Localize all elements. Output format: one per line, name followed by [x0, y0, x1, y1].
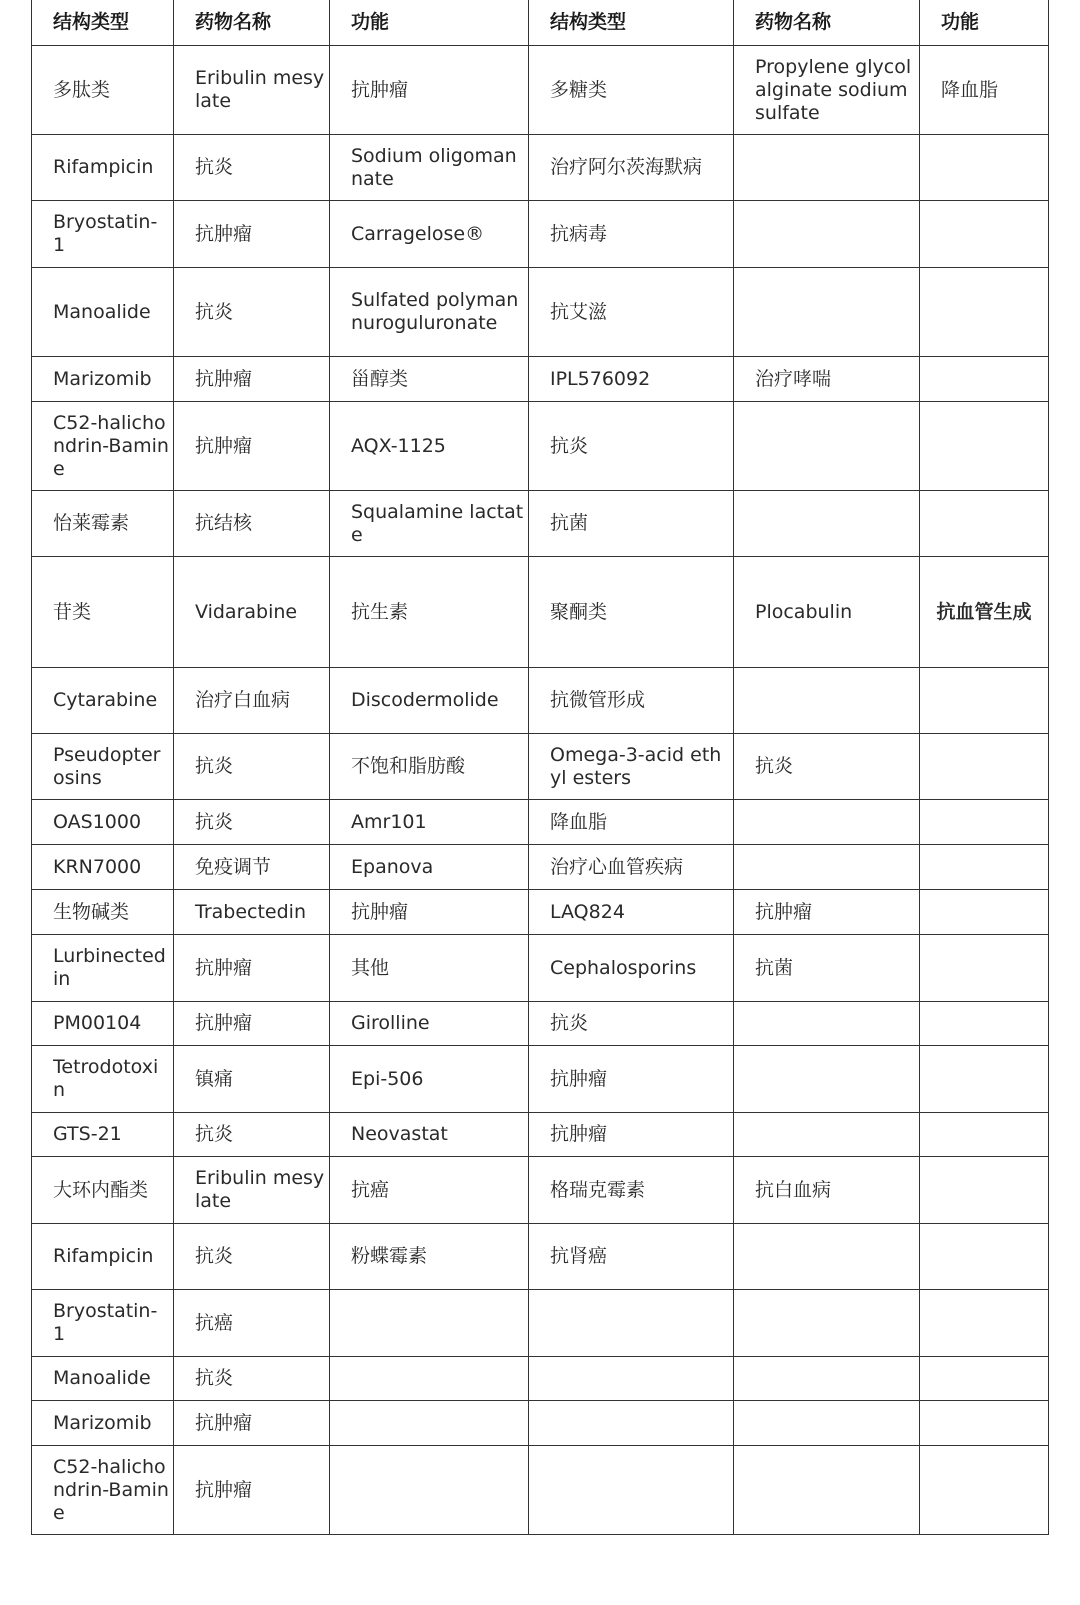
- table-cell: 抗炎: [174, 1357, 330, 1401]
- table-cell: [529, 1401, 734, 1446]
- table-cell: 抗生素: [330, 557, 529, 668]
- table-cell: Vidarabine: [174, 557, 330, 668]
- table-cell: 抗炎: [174, 1224, 330, 1290]
- table-cell: Carragelose®: [330, 201, 529, 268]
- table-cell: Epi-506: [330, 1046, 529, 1113]
- table-cell: Manoalide: [32, 268, 174, 357]
- table-cell: C52-halichondrin-Bamine: [32, 402, 174, 491]
- table-cell: 抗肿瘤: [174, 1002, 330, 1046]
- table-cell: [920, 1357, 1049, 1401]
- table-cell: 抗炎: [174, 135, 330, 201]
- table-cell: Bryostatin-1: [32, 1290, 174, 1357]
- table-cell: 抗肿瘤: [174, 1446, 330, 1535]
- header-structure-type-2: 结构类型: [529, 0, 734, 46]
- table-cell: [529, 1290, 734, 1357]
- table-cell: 不饱和脂肪酸: [330, 734, 529, 800]
- table-cell: [734, 1357, 920, 1401]
- table-cell: 镇痛: [174, 1046, 330, 1113]
- table-row: [32, 890, 1049, 935]
- table-cell: 抗炎: [174, 800, 330, 845]
- table-row: [32, 800, 1049, 845]
- header-function-1: 功能: [330, 0, 529, 46]
- table-cell: 抗肿瘤: [174, 402, 330, 491]
- table-cell: [920, 890, 1049, 935]
- table-cell: [920, 491, 1049, 557]
- table-cell: Marizomib: [32, 1401, 174, 1446]
- table-cell: 抗肿瘤: [330, 46, 529, 135]
- table-body: [32, 46, 1049, 1535]
- table-cell: 生物碱类: [32, 890, 174, 935]
- table-row: [32, 734, 1049, 800]
- table-cell: Sodium oligomannate: [330, 135, 529, 201]
- table-row: [32, 1113, 1049, 1157]
- table-cell: [920, 201, 1049, 268]
- table-cell: C52-halichondrin-Bamine: [32, 1446, 174, 1535]
- table-cell: Cytarabine: [32, 668, 174, 734]
- table-cell: Sulfated polymannuroguluronate: [330, 268, 529, 357]
- table-cell: 其他: [330, 935, 529, 1002]
- table-cell: 抗肿瘤: [174, 935, 330, 1002]
- table-row: [32, 1157, 1049, 1224]
- drug-table: [31, 0, 1049, 1535]
- table-row: [32, 1446, 1049, 1535]
- table-cell: 甾醇类: [330, 357, 529, 402]
- table-cell: [920, 357, 1049, 402]
- header-drug-name-1: 药物名称: [174, 0, 330, 46]
- table-cell: [920, 1290, 1049, 1357]
- table-row: [32, 46, 1049, 135]
- table-cell: [920, 1224, 1049, 1290]
- table-cell: Eribulin mesylate: [174, 1157, 330, 1224]
- header-function-2: 功能: [920, 0, 1049, 46]
- table-row: [32, 1290, 1049, 1357]
- table-cell: Manoalide: [32, 1357, 174, 1401]
- table-row: [32, 1357, 1049, 1401]
- table-cell: [734, 1224, 920, 1290]
- table-cell: 抗炎: [734, 734, 920, 800]
- table-cell: OAS1000: [32, 800, 174, 845]
- table-cell: 降血脂: [529, 800, 734, 845]
- table-cell: [734, 491, 920, 557]
- table-cell: 抗肿瘤: [529, 1046, 734, 1113]
- table-cell: Plocabulin: [734, 557, 920, 668]
- table-cell: [734, 402, 920, 491]
- table-cell: 抗炎: [174, 734, 330, 800]
- table-cell: 抗炎: [174, 268, 330, 357]
- table-cell: Marizomib: [32, 357, 174, 402]
- table-cell: Bryostatin-1: [32, 201, 174, 268]
- table-cell: [920, 845, 1049, 890]
- table-cell: [529, 1357, 734, 1401]
- table-cell: 粉蝶霉素: [330, 1224, 529, 1290]
- table-cell: Trabectedin: [174, 890, 330, 935]
- table-cell: 抗炎: [529, 1002, 734, 1046]
- table-row: [32, 1046, 1049, 1113]
- table-row: [32, 1401, 1049, 1446]
- header-structure-type-1: 结构类型: [32, 0, 174, 46]
- table-cell: 抗肿瘤: [734, 890, 920, 935]
- table-cell: LAQ824: [529, 890, 734, 935]
- table-cell: 怡莱霉素: [32, 491, 174, 557]
- table-cell: [920, 1157, 1049, 1224]
- table-cell: 抗菌: [734, 935, 920, 1002]
- table-row: [32, 268, 1049, 357]
- table-row: [32, 935, 1049, 1002]
- table-cell: [920, 402, 1049, 491]
- table-cell: 抗病毒: [529, 201, 734, 268]
- table-cell: 抗癌: [330, 1157, 529, 1224]
- table-cell: 抗血管生成: [920, 557, 1049, 668]
- table-cell: [920, 1113, 1049, 1157]
- table-cell: [734, 135, 920, 201]
- table-row: [32, 135, 1049, 201]
- table-cell: Rifampicin: [32, 135, 174, 201]
- table-cell: [920, 668, 1049, 734]
- table-cell: Tetrodotoxin: [32, 1046, 174, 1113]
- table-cell: Discodermolide: [330, 668, 529, 734]
- table-cell: [330, 1401, 529, 1446]
- table-row: [32, 1002, 1049, 1046]
- table-cell: IPL576092: [529, 357, 734, 402]
- table-cell: 治疗阿尔茨海默病: [529, 135, 734, 201]
- table-cell: [734, 668, 920, 734]
- table-cell: [734, 1113, 920, 1157]
- table-cell: Amr101: [330, 800, 529, 845]
- table-cell: KRN7000: [32, 845, 174, 890]
- table-cell: Epanova: [330, 845, 529, 890]
- table-row: [32, 557, 1049, 668]
- table-cell: [734, 845, 920, 890]
- table-cell: [330, 1290, 529, 1357]
- table-cell: 降血脂: [920, 46, 1049, 135]
- table-cell: 治疗白血病: [174, 668, 330, 734]
- table-cell: PM00104: [32, 1002, 174, 1046]
- table-row: [32, 845, 1049, 890]
- table-cell: 抗肿瘤: [330, 890, 529, 935]
- table-row: [32, 491, 1049, 557]
- table-cell: 抗炎: [174, 1113, 330, 1157]
- table-cell: [920, 268, 1049, 357]
- table-cell: AQX-1125: [330, 402, 529, 491]
- table-row: [32, 402, 1049, 491]
- table-cell: 治疗心血管疾病: [529, 845, 734, 890]
- table-cell: Lurbinectedin: [32, 935, 174, 1002]
- table-cell: 抗肿瘤: [174, 357, 330, 402]
- table-cell: 抗肿瘤: [174, 1401, 330, 1446]
- table-cell: 抗白血病: [734, 1157, 920, 1224]
- table-cell: [920, 1446, 1049, 1535]
- table-cell: [920, 1002, 1049, 1046]
- table-cell: [330, 1446, 529, 1535]
- table-row: [32, 1224, 1049, 1290]
- table-cell: Rifampicin: [32, 1224, 174, 1290]
- table-cell: 多肽类: [32, 46, 174, 135]
- table-cell: 免疫调节: [174, 845, 330, 890]
- table-cell: 抗结核: [174, 491, 330, 557]
- table-cell: [734, 1290, 920, 1357]
- table-cell: 抗肾癌: [529, 1224, 734, 1290]
- table-row: [32, 668, 1049, 734]
- table-cell: 抗癌: [174, 1290, 330, 1357]
- table-cell: 治疗哮喘: [734, 357, 920, 402]
- table-cell: [920, 734, 1049, 800]
- table-cell: 抗肿瘤: [174, 201, 330, 268]
- table-cell: 聚酮类: [529, 557, 734, 668]
- table-row: [32, 201, 1049, 268]
- table-cell: 抗菌: [529, 491, 734, 557]
- table-cell: [529, 1446, 734, 1535]
- table-cell: [330, 1357, 529, 1401]
- table-cell: [920, 1401, 1049, 1446]
- table-cell: [920, 800, 1049, 845]
- table-header-row: [32, 0, 1049, 46]
- table-cell: [734, 201, 920, 268]
- table-cell: 抗艾滋: [529, 268, 734, 357]
- table-cell: [734, 1446, 920, 1535]
- table-cell: 格瑞克霉素: [529, 1157, 734, 1224]
- table-cell: Cephalosporins: [529, 935, 734, 1002]
- table-cell: Pseudopterosins: [32, 734, 174, 800]
- table-row: [32, 357, 1049, 402]
- table-cell: [734, 268, 920, 357]
- table-cell: Squalamine lactate: [330, 491, 529, 557]
- table-cell: Neovastat: [330, 1113, 529, 1157]
- table-cell: Omega-3-acid ethyl esters: [529, 734, 734, 800]
- table-cell: [920, 1046, 1049, 1113]
- header-drug-name-2: 药物名称: [734, 0, 920, 46]
- table-cell: [734, 1046, 920, 1113]
- table-cell: 苷类: [32, 557, 174, 668]
- table-cell: 抗炎: [529, 402, 734, 491]
- table-cell: GTS-21: [32, 1113, 174, 1157]
- table-cell: 大环内酯类: [32, 1157, 174, 1224]
- table-cell: [920, 935, 1049, 1002]
- table-cell: 抗肿瘤: [529, 1113, 734, 1157]
- table-cell: Girolline: [330, 1002, 529, 1046]
- table-cell: Propylene glycol alginate sodium sulfate: [734, 46, 920, 135]
- table-cell: Eribulin mesylate: [174, 46, 330, 135]
- table-cell: [920, 135, 1049, 201]
- table-cell: [734, 1002, 920, 1046]
- table-cell: [734, 800, 920, 845]
- table-cell: 抗微管形成: [529, 668, 734, 734]
- table-cell: 多糖类: [529, 46, 734, 135]
- table-cell: [734, 1401, 920, 1446]
